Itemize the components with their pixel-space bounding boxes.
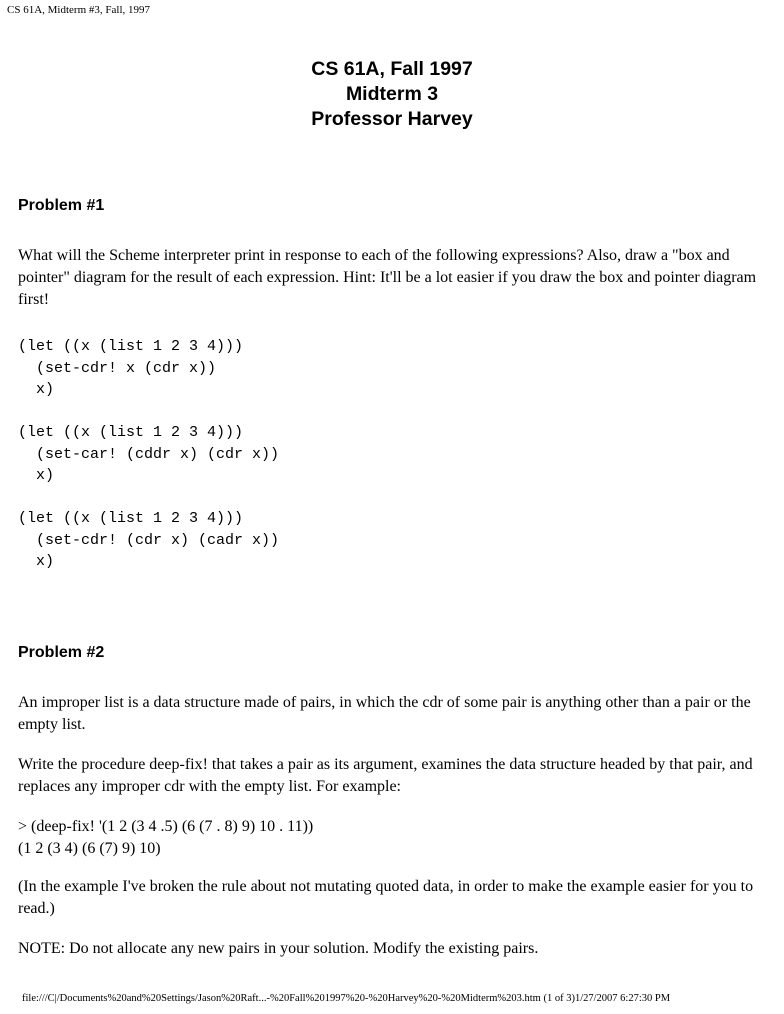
problem-1-heading: Problem #1 [18, 197, 105, 214]
print-header: CS 61A, Midterm #3, Fall, 1997 [7, 4, 151, 16]
problem-2-task: Write the procedure deep-fix! that takes a pair as its argument, examines the data structure headed by that pair, and replaces any improper cdr with the empty list. For example: [18, 756, 753, 795]
problem-2-aside: (In the example I've broken the rule about not mutating quoted data, in order to make the example easier for you to read.) [18, 878, 754, 917]
problem-2-heading: Problem #2 [18, 644, 105, 661]
problem-2-definition: An improper list is a data structure made of pairs, in which the cdr of some pair is anything other than a pair or the empty list. [18, 694, 751, 733]
example-input: > (deep-fix! '(1 2 (3 4 .5) (6 (7 . 8) 9) 10 . 11)) [18, 818, 314, 835]
professor-name: Professor Harvey [311, 108, 473, 130]
example-output: (1 2 (3 4) (6 (7) 9) 10) [18, 840, 161, 857]
course-title: CS 61A, Fall 1997 [311, 58, 473, 80]
exam-title: Midterm 3 [345, 83, 439, 105]
print-footer: file:///C|/Documents%20and%20Settings/Jason%20Raft...-%20Fall%201997%20-%20Harvey%20-%20Midterm%203.htm (1 of 3)1/27/2007 6:27:30 PM [22, 993, 671, 1004]
page-title [0, 57, 784, 132]
code-block-2: (let ((x (list 1 2 3 4))) (set-car! (cddr x) (cdr x)) x) [18, 424, 280, 484]
code-block-1: (let ((x (list 1 2 3 4))) (set-cdr! x (cdr x)) x) [18, 338, 244, 398]
problem-1-intro: What will the Scheme interpreter print in response to each of the following expressions? Also, draw a "box and pointer" diagram for the result of each expression. Hint: It'll be a lot easier if you draw the box and pointer diagram first! [18, 247, 757, 308]
problem-2-note: NOTE: Do not allocate any new pairs in your solution. Modify the existing pairs. [18, 940, 539, 957]
code-block-3: (let ((x (list 1 2 3 4))) (set-cdr! (cdr x) (cadr x)) x) [18, 510, 280, 570]
